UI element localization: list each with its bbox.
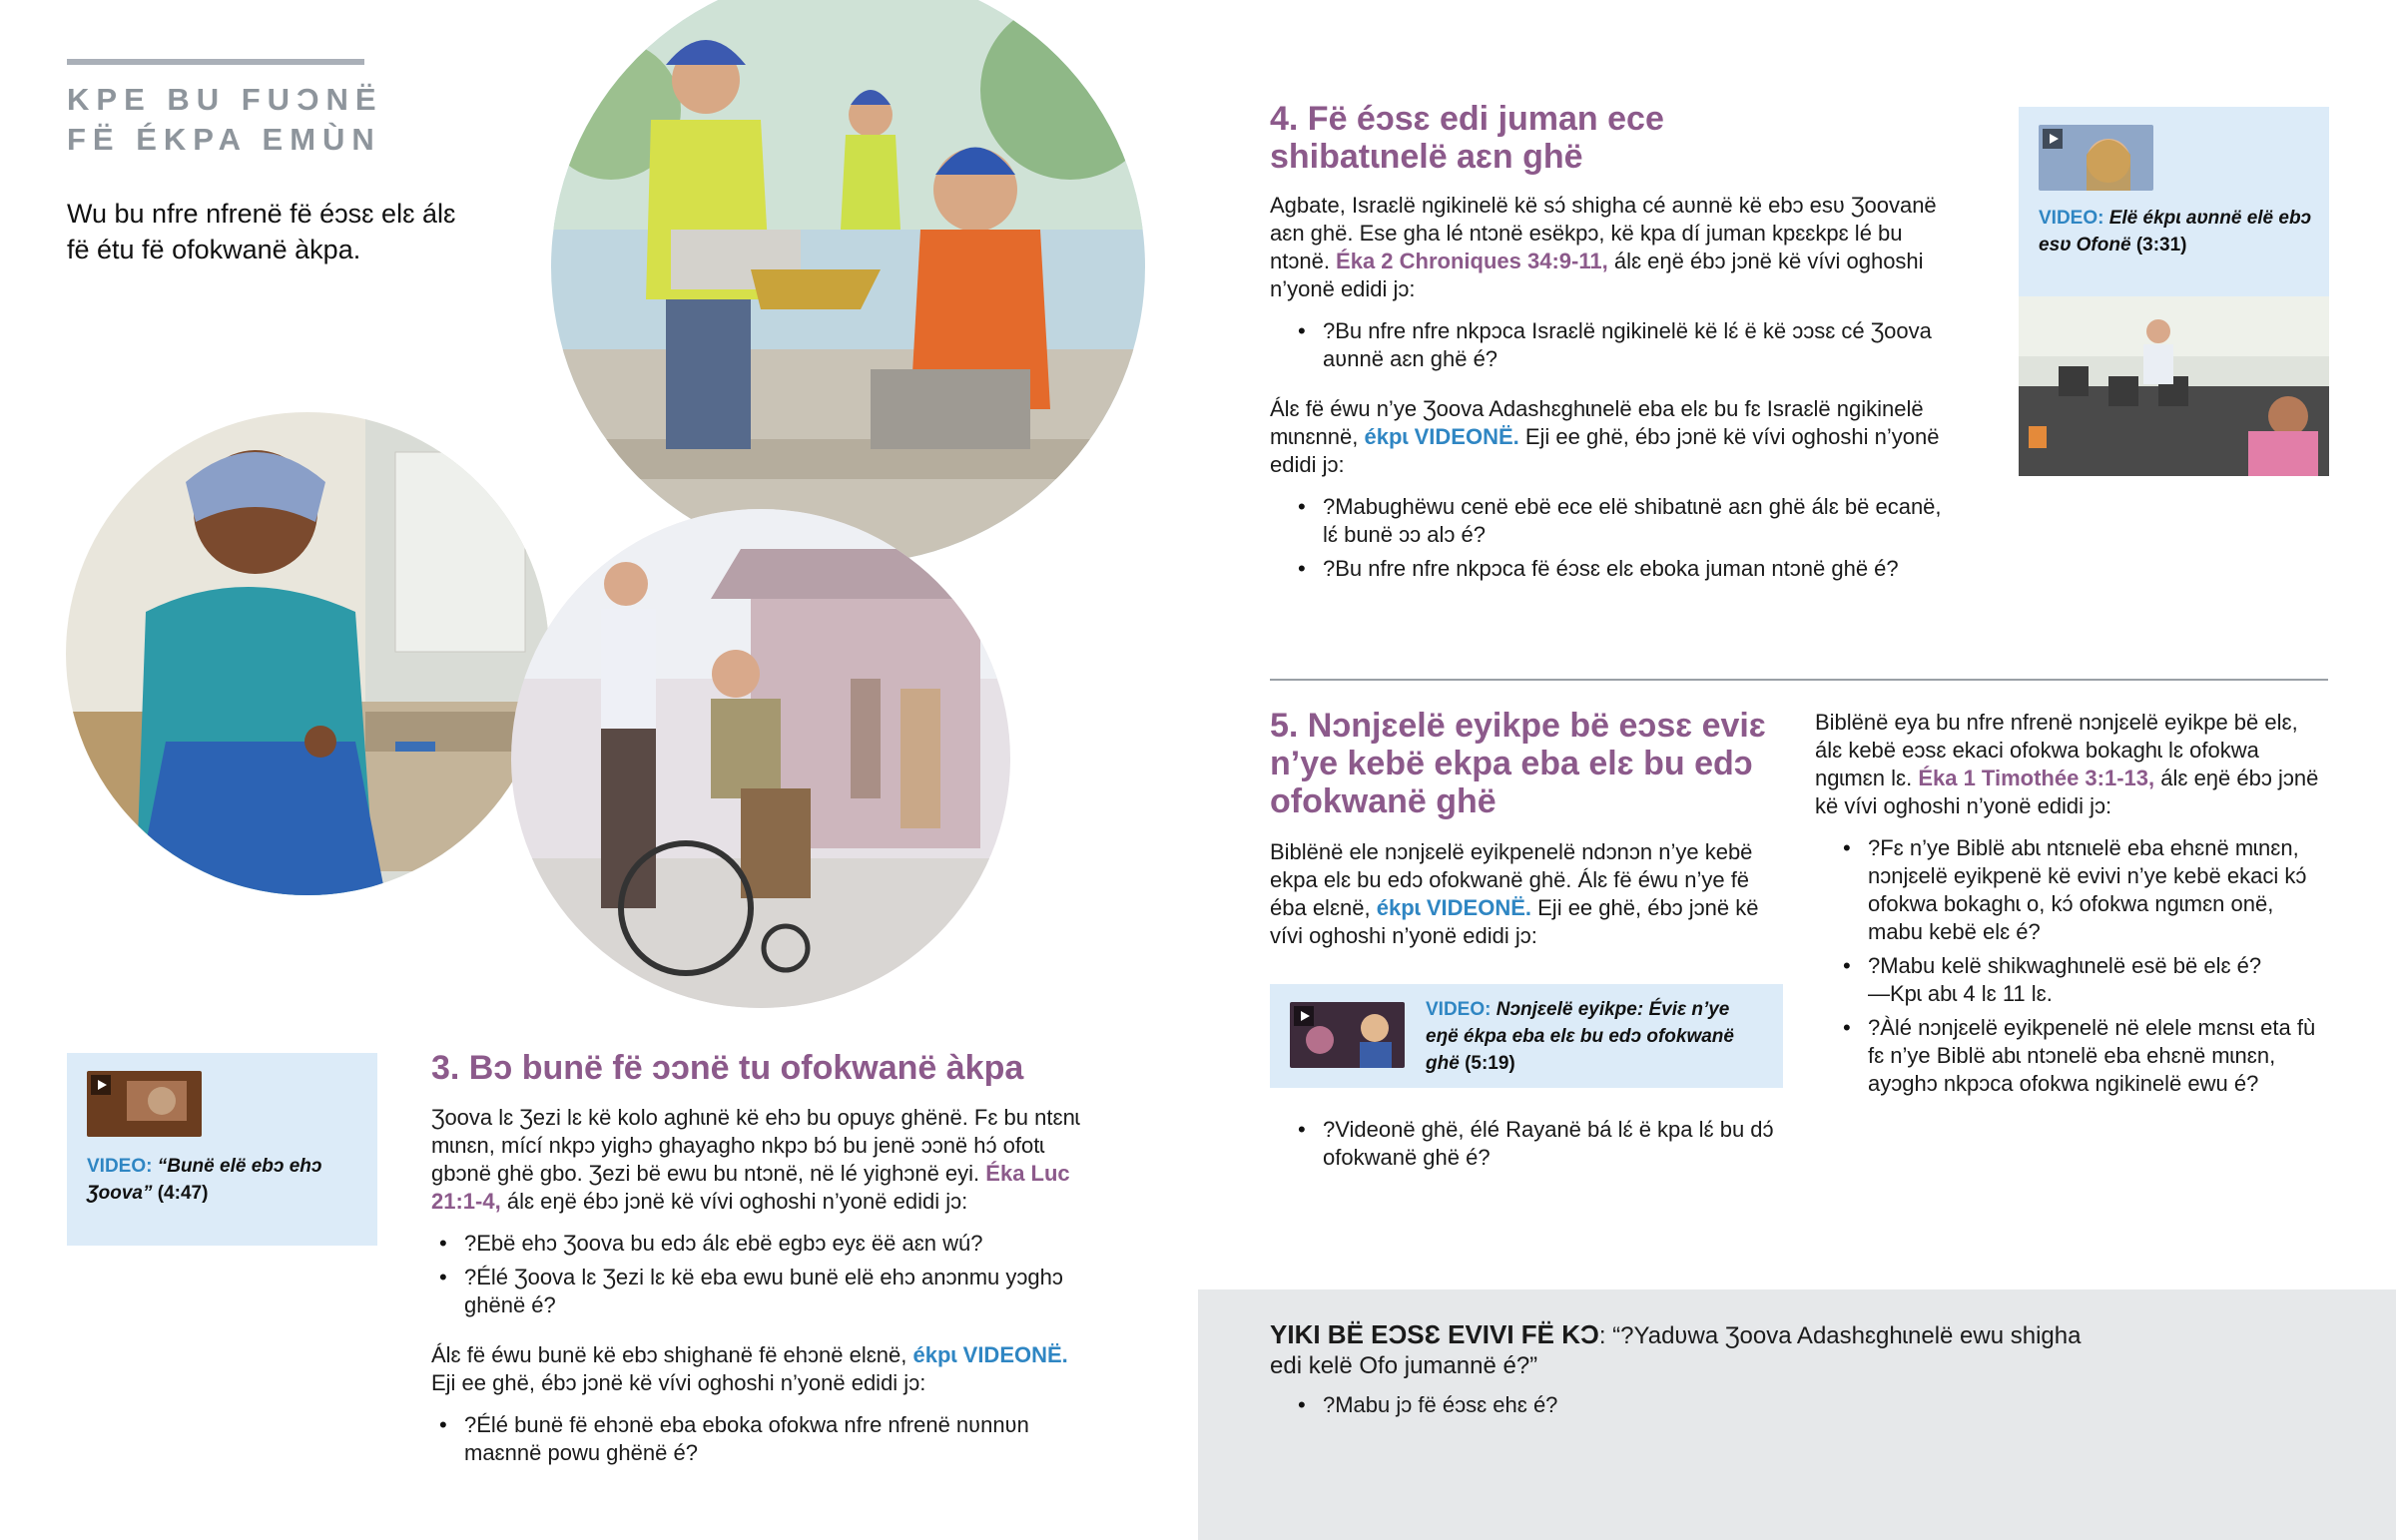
summary-questions xyxy=(1290,1391,2089,1425)
section-5-questions-2 xyxy=(1815,834,2329,1098)
section-3-heading: 3. Bɔ bunë fë ɔɔnë tu ofokwanë àkpa xyxy=(431,1049,1024,1087)
video-link[interactable]: ékpɩ VIDEONË. xyxy=(1376,895,1532,920)
wheelchair-image xyxy=(511,509,1010,1008)
video-card-elders[interactable] xyxy=(1270,984,1783,1088)
video-title: “Bunë elë ebɔ ehɔ Ʒoova” xyxy=(87,1156,322,1204)
section-4-questions-1 xyxy=(1270,317,1949,373)
video-label: VIDEO: xyxy=(87,1156,153,1177)
summary-colon: : xyxy=(1598,1322,1606,1349)
question-item: • ?Mabu jɔ fë éɔsɛ ehɛ é? xyxy=(1290,1391,2089,1419)
section-4-questions-2 xyxy=(1270,493,1949,583)
video-caption xyxy=(2039,205,2318,258)
summary-panel xyxy=(1198,1289,2396,1540)
heading-line-1: 4. Fë éɔsɛ edi juman ece xyxy=(1270,100,1664,138)
video-thumbnail[interactable] xyxy=(2039,125,2153,191)
hall-cleaning-photo xyxy=(2019,296,2329,476)
paragraph-text: Biblënë ele nɔnjɛelë eyikpenelë ndɔnɔn n’ye kebë ekpa elɛ bu edɔ ofokwanë ghë. Álɛ fë éwu n’ye fë éba elɛnë, xyxy=(1270,839,1753,920)
section-5-paragraph-2 xyxy=(1815,709,2329,820)
question-item: • ?Bu nfre nfre nkpɔca fë éɔsɛ elɛ eboka juman ntɔnë ghë é? xyxy=(1290,555,1949,583)
heading-line-3: ofokwanë ghë xyxy=(1270,782,1497,820)
section-4-paragraph-1 xyxy=(1270,192,1949,303)
video-duration: (3:31) xyxy=(2135,235,2187,256)
question-item: • ?Bu nfre nfre nkpɔca Israɛlë ngikinelë kë lɛ́ ë kë ɔɔsɛ cé Ʒoova aʋnnë aɛn ghë é? xyxy=(1290,317,1949,373)
section-5-heading xyxy=(1270,707,1784,820)
section-description: Wu bu nfre nfrenë fë éɔsɛ elɛ álɛ fë étu fë ofokwanë àkpa. xyxy=(67,199,456,264)
section-3 xyxy=(431,1046,1080,1473)
paragraph-text: Álɛ fë éwu bunë kë ebɔ shighanë fë ehɔnë elɛnë, xyxy=(431,1342,913,1367)
question-item: • ?Élé bunë fë ehɔnë eba eboka ofokwa nfre nfrenë nʋnnʋn maɛnnë powu ghënë é? xyxy=(431,1411,1080,1467)
paragraph-text: Álɛ fë éwu n’ye Ʒoova Adashɛghɩnelë eba elɛ bu fɛ Israɛlë ngikinelë mɩnɛnnë, xyxy=(1270,396,1924,449)
scripture-reference[interactable]: Éka 2 Chroniques 34:9-11, xyxy=(1336,249,1608,273)
construction-illustration xyxy=(551,0,1145,564)
paragraph-tail: álɛ eŋë ébɔ jɔnë kë vívi oghoshi n’yonë edidi jɔ: xyxy=(1270,249,1924,301)
contribution-illustration xyxy=(66,412,549,895)
section-5-questions-1 xyxy=(1270,1116,1789,1178)
question-item: • ?Àlé nɔnjɛelë eyikpenelë në elele mɛnsɩ eta fù fɛ n’ye Biblë abɩ ntɔnelë eba ehɛnë mɩnɛn, ayɔghɔ nkpɔca ofokwa ngikinelë ewu é? xyxy=(1835,1014,2329,1098)
question-item: • ?Mabughëwu cenë ebë ece elë shibatɩnë aɛn ghë álɛ bë ecanë, lɛ́ bunë ɔɔ alɔ é? xyxy=(1290,493,1949,549)
play-icon[interactable] xyxy=(1294,1006,1314,1026)
contribution-image xyxy=(66,412,549,895)
question-item: • ?Ebë ehɔ Ʒoova bu edɔ álɛ ebë egbɔ eyɛ ëë aɛn wú? xyxy=(431,1230,1080,1258)
video-thumbnail[interactable] xyxy=(87,1071,202,1137)
section-4 xyxy=(1270,100,1949,589)
video-duration: (5:19) xyxy=(1465,1053,1515,1074)
video-thumbnail[interactable] xyxy=(1290,1002,1405,1068)
summary-text xyxy=(1270,1319,2098,1381)
section-3-questions-1 xyxy=(431,1230,1080,1319)
video-caption xyxy=(87,1153,366,1207)
section-divider xyxy=(1270,679,2328,681)
paragraph-tail: Eji ee ghë, ébɔ jɔnë kë vívi oghoshi n’yonë edidi jɔ: xyxy=(1270,895,1759,948)
section-4-paragraph-2 xyxy=(1270,395,1949,479)
question-item: • ?Mabu kelë shikwaghɩnelë esë bë elɛ é? —Kpɩ abɩ 4 lɛ 11 lɛ. xyxy=(1835,952,2329,1008)
video-label: VIDEO: xyxy=(2039,208,2104,229)
paragraph-tail: álɛ eŋë ébɔ jɔnë kë vívi oghoshi n’yonë edidi jɔ: xyxy=(1815,766,2319,818)
kicker-line-2: FË ÉKPA EMÙN xyxy=(67,122,381,157)
paragraph-tail: Eji ee ghë, ébɔ jɔnë kë vívi oghoshi n’yonë edidi jɔ: xyxy=(431,1370,926,1395)
heading-line-1: 5. Nɔnjɛelë eyikpe bë eɔsɛ eviɛ xyxy=(1270,707,1766,745)
video-caption xyxy=(1426,996,1765,1077)
construction-image xyxy=(551,0,1145,564)
video-link[interactable]: ékpɩ VIDEONË. xyxy=(912,1342,1068,1367)
heading-line-2: shibatɩnelë aɛn ghë xyxy=(1270,138,1583,176)
section-3-paragraph-1 xyxy=(431,1104,1080,1216)
section-4-heading xyxy=(1270,100,1949,176)
scripture-reference[interactable]: Éka 1 Timothée 3:1-13, xyxy=(1918,766,2155,790)
heading-line-2: n’ye kebë ekpa eba elɛ bu edɔ xyxy=(1270,745,1753,782)
header-rule xyxy=(67,59,364,65)
video-card-donations[interactable] xyxy=(67,1053,377,1246)
paragraph-tail: Eji ee ghë, ébɔ jɔnë kë vívi oghoshi n’yonë edidi jɔ: xyxy=(1270,424,1940,477)
summary-heading: YIKI BË EƆSƐ EVIVI FË KƆ xyxy=(1270,1319,1599,1349)
play-icon[interactable] xyxy=(91,1075,111,1095)
wheelchair-illustration xyxy=(511,509,1010,1008)
video-link[interactable]: ékpɩ VIDEONË. xyxy=(1364,424,1519,449)
kicker-line-1: KPE BU FUƆNË xyxy=(67,82,383,117)
video-card-hall-cleaning[interactable] xyxy=(2019,107,2329,296)
hall-cleaning-image xyxy=(2019,296,2329,476)
section-5-paragraph-1 xyxy=(1270,838,1784,950)
section-3-paragraph-2 xyxy=(431,1341,1080,1397)
scripture-reference[interactable]: Éka Luc 21:1-4, xyxy=(431,1161,1070,1214)
question-item: • ?Fɛ n’ye Biblë abɩ ntɛnɩelë eba ehɛnë mɩnɛn, nɔnjɛelë eyikpenë kë evivi n’ye kebë ekaci kɔ́ ofokwa bokaghɩ o, kɔ́ ofokwa ngɩmɛn onë, mabu kebë elɛ é? xyxy=(1835,834,2329,946)
question-item: • ?Videonë ghë, élé Rayanë bá lɛ́ ë kpa lɛ́ bu dɔ́ ofokwanë ghë é? xyxy=(1290,1116,1789,1172)
video-title: Nɔnjɛelë eyikpe: Éviɛ n’ye eŋë ékpa eba elɛ bu edɔ ofokwanë ghë xyxy=(1426,999,1734,1074)
paragraph-tail: álɛ eŋë ébɔ jɔnë kë vívi oghoshi n’yonë edidi jɔ: xyxy=(500,1189,968,1214)
section-5 xyxy=(1270,707,1784,950)
section-5-right-column xyxy=(1815,709,2329,1104)
summary-quote: “?Yadʋwa Ʒoova Adashɛghɩnelë ewu shigha edi kelë Ofo jumannë é?” xyxy=(1270,1322,2082,1379)
video-duration: (4:47) xyxy=(157,1183,209,1204)
paragraph-text: Ʒoova lɛ Ʒezi lɛ kë kolo aghɩnë kë ehɔ bu opuyɛ ghënë. Fɛ bu ntɛnɩ mɩnɛn, mící nkpɔ yighɔ ghayagho nkpɔ bɔ́ bu jenë ɔɔnë hɔ́ ofotɩ gbɔnë ghë gbo. Ʒezi bë ewu bu ntɔnë, në lé yighɔnë eyi. xyxy=(431,1105,1080,1186)
paragraph-text: Agbate, Israɛlë ngikinelë kë sɔ́ shigha cé aʋnnë kë ebɔ esʋ Ʒoovanë aɛn ghë. Ese gha lé ntɔnë esëkpɔ, kë kpa dí juman kpɛɛkpɛ lé bu ntɔnë. xyxy=(1270,193,1937,273)
play-icon[interactable] xyxy=(2043,129,2063,149)
paragraph-text: Biblënë eya bu nfre nfrenë nɔnjɛelë eyikpe bë elɛ, álɛ kebë eɔsɛ ekaci ofokwa bokaghɩ lɛ ofokwa ngɩmɛn lɛ. xyxy=(1815,710,2298,790)
video-title: Elë ékpɩ aʋnnë elë ebɔ esʋ Ofonë xyxy=(2039,208,2312,256)
section-kicker xyxy=(67,80,406,160)
section-3-questions-2 xyxy=(431,1411,1080,1467)
question-item: • ?Élé Ʒoova lɛ Ʒezi lɛ kë eba ewu bunë elë ehɔ anɔnmu yɔghɔ ghënë é? xyxy=(431,1264,1080,1319)
video-label: VIDEO: xyxy=(1426,999,1492,1020)
